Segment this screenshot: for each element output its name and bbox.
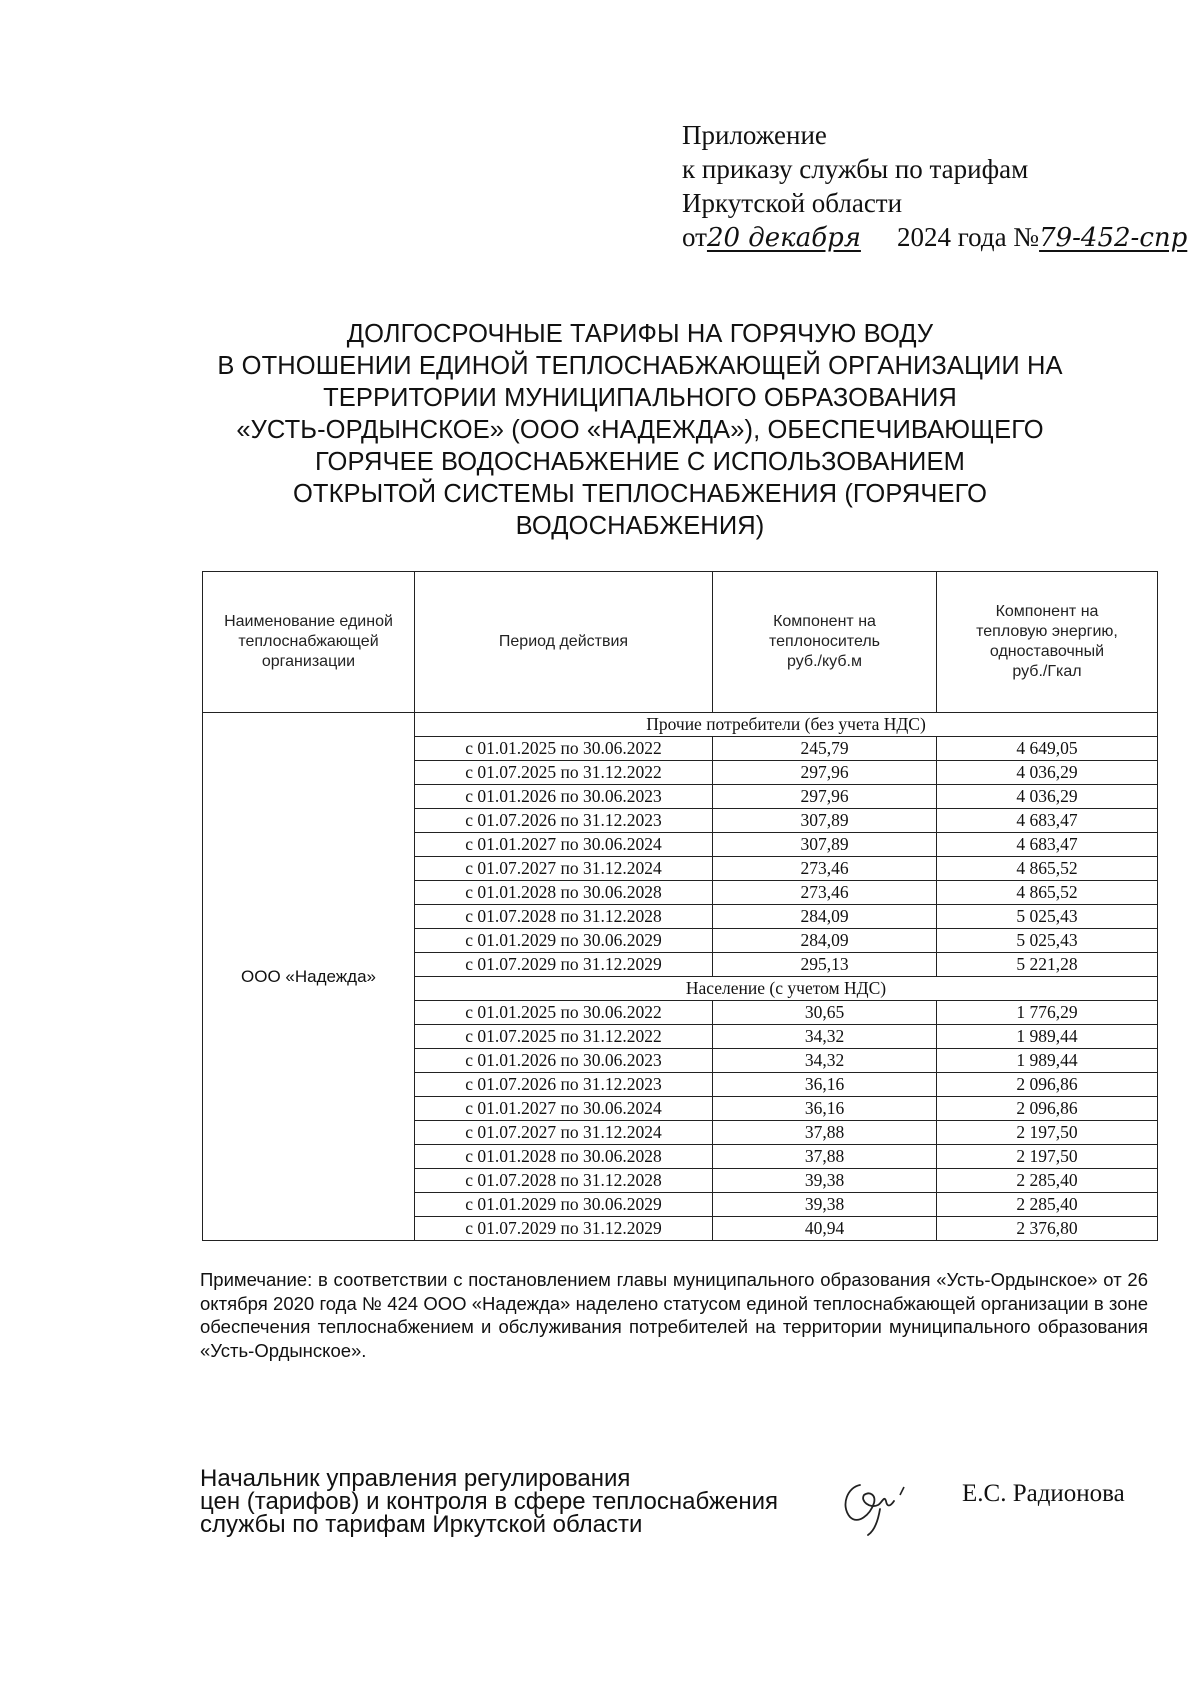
period-cell: с 01.01.2026 по 30.06.2023	[415, 1049, 713, 1073]
energy-cell: 5 025,43	[937, 905, 1158, 929]
energy-cell: 1 989,44	[937, 1049, 1158, 1073]
signer-line: службы по тарифам Иркутской области	[200, 1511, 643, 1538]
period-cell: с 01.01.2027 по 30.06.2024	[415, 1097, 713, 1121]
period-cell: с 01.01.2029 по 30.06.2029	[415, 929, 713, 953]
header-org	[203, 572, 415, 713]
energy-cell: 2 376,80	[937, 1217, 1158, 1241]
energy-cell: 5 025,43	[937, 929, 1158, 953]
carrier-cell: 297,96	[713, 761, 937, 785]
energy-cell: 4 683,47	[937, 833, 1158, 857]
energy-cell: 1 776,29	[937, 1001, 1158, 1025]
carrier-cell: 39,38	[713, 1169, 937, 1193]
title-line: ТЕРРИТОРИИ МУНИЦИПАЛЬНОГО ОБРАЗОВАНИЯ	[323, 384, 957, 412]
title-line: «УСТЬ-ОРДЫНСКОЕ» (ООО «НАДЕЖДА»), ОБЕСПЕЧИВАЮЩЕГО	[236, 416, 1044, 444]
period-cell: с 01.01.2025 по 30.06.2022	[415, 1001, 713, 1025]
period-cell: с 01.07.2029 по 31.12.2029	[415, 953, 713, 977]
period-cell: с 01.07.2026 по 31.12.2023	[415, 809, 713, 833]
header-period-line: Период действия	[498, 633, 629, 650]
carrier-cell: 297,96	[713, 785, 937, 809]
energy-cell: 2 197,50	[937, 1121, 1158, 1145]
period-cell: с 01.01.2026 по 30.06.2023	[415, 785, 713, 809]
energy-cell: 4 683,47	[937, 809, 1158, 833]
org-name-cell: ООО «Надежда»	[203, 713, 415, 1241]
carrier-cell: 273,46	[713, 881, 937, 905]
header-org-line: теплоснабжающей	[238, 633, 379, 650]
energy-cell: 1 989,44	[937, 1025, 1158, 1049]
header-org-line: Наименование единой	[224, 613, 393, 630]
carrier-cell: 37,88	[713, 1145, 937, 1169]
table-header-row	[203, 572, 1158, 713]
header-energy-line: одноставочный	[989, 643, 1105, 660]
signer-line: Начальник управления регулирования	[200, 1465, 631, 1492]
title-line: В ОТНОШЕНИИ ЕДИНОЙ ТЕПЛОСНАБЖАЮЩЕЙ ОРГАНИЗАЦИИ НА	[217, 352, 1063, 380]
energy-cell: 4 036,29	[937, 761, 1158, 785]
carrier-cell: 307,89	[713, 809, 937, 833]
group-label: Прочие потребители (без учета НДС)	[415, 713, 1158, 737]
period-cell: с 01.07.2027 по 31.12.2024	[415, 1121, 713, 1145]
header-energy-line: тепловую энергию,	[976, 623, 1118, 640]
period-cell: с 01.07.2027 по 31.12.2024	[415, 857, 713, 881]
document-title	[190, 318, 1090, 542]
header-org-line: организации	[261, 653, 356, 670]
title-line: ВОДОСНАБЖЕНИЯ)	[515, 512, 765, 540]
energy-cell: 4 865,52	[937, 881, 1158, 905]
year-text: 2024 года №	[896, 222, 1040, 252]
carrier-cell: 30,65	[713, 1001, 937, 1025]
appendix-line: к приказу службы по тарифам	[682, 154, 1029, 184]
period-cell: с 01.01.2025 по 30.06.2022	[415, 737, 713, 761]
carrier-cell: 36,16	[713, 1097, 937, 1121]
tariff-table	[202, 571, 1158, 1241]
footnote: Примечание: в соответствии с постановлением главы муниципального образования «Усть-Ордынское» от 26 октября 2020 года № 424 ООО «Надежда» наделено статусом единой теплоснабжающей организации в зоне обеспечения теплоснабжением и обслуживания потребителей на территории муниципального образования «Усть-Ордынское».	[200, 1269, 1148, 1361]
header-carrier-line: теплоноситель	[769, 633, 880, 650]
header-carrier	[713, 572, 937, 713]
period-cell: с 01.01.2027 по 30.06.2024	[415, 833, 713, 857]
energy-cell: 2 285,40	[937, 1169, 1158, 1193]
from-prefix: от	[682, 222, 707, 252]
handwritten-number: 79-452-спр	[1039, 223, 1188, 253]
energy-cell: 2 096,86	[937, 1097, 1158, 1121]
signature-mark	[830, 1465, 920, 1540]
appendix-line: Иркутской области	[682, 188, 903, 218]
signer-position	[200, 1467, 778, 1536]
period-cell: с 01.01.2028 по 30.06.2028	[415, 881, 713, 905]
appendix-order-line	[682, 220, 1189, 255]
title-line: ДОЛГОСРОЧНЫЕ ТАРИФЫ НА ГОРЯЧУЮ ВОДУ	[346, 320, 934, 348]
handwritten-date: 20 декабря	[706, 223, 861, 253]
appendix-block	[682, 118, 1189, 255]
header-energy-line: Компонент на	[995, 603, 1099, 620]
carrier-cell: 295,13	[713, 953, 937, 977]
carrier-cell: 37,88	[713, 1121, 937, 1145]
carrier-cell: 34,32	[713, 1049, 937, 1073]
period-cell: с 01.01.2028 по 30.06.2028	[415, 1145, 713, 1169]
header-carrier-line: руб./куб.м	[787, 653, 862, 670]
title-line: ОТКРЫТОЙ СИСТЕМЫ ТЕПЛОСНАБЖЕНИЯ (ГОРЯЧЕГО	[292, 480, 988, 508]
signer-name: Е.С. Радионова	[962, 1480, 1125, 1507]
appendix-line: Приложение	[682, 120, 827, 150]
carrier-cell: 36,16	[713, 1073, 937, 1097]
carrier-cell: 284,09	[713, 905, 937, 929]
group-row	[203, 713, 1158, 737]
energy-cell: 2 096,86	[937, 1073, 1158, 1097]
carrier-cell: 284,09	[713, 929, 937, 953]
energy-cell: 2 285,40	[937, 1193, 1158, 1217]
carrier-cell: 34,32	[713, 1025, 937, 1049]
period-cell: с 01.07.2028 по 31.12.2028	[415, 905, 713, 929]
energy-cell: 4 865,52	[937, 857, 1158, 881]
period-cell: с 01.07.2028 по 31.12.2028	[415, 1169, 713, 1193]
energy-cell: 5 221,28	[937, 953, 1158, 977]
carrier-cell: 40,94	[713, 1217, 937, 1241]
carrier-cell: 273,46	[713, 857, 937, 881]
period-cell: с 01.01.2029 по 30.06.2029	[415, 1193, 713, 1217]
carrier-cell: 245,79	[713, 737, 937, 761]
period-cell: с 01.07.2029 по 31.12.2029	[415, 1217, 713, 1241]
group-label: Население (с учетом НДС)	[415, 977, 1158, 1001]
period-cell: с 01.07.2026 по 31.12.2023	[415, 1073, 713, 1097]
signer-line: цен (тарифов) и контроля в сфере теплоснабжения	[200, 1488, 779, 1515]
header-energy	[937, 572, 1158, 713]
energy-cell: 4 036,29	[937, 785, 1158, 809]
carrier-cell: 39,38	[713, 1193, 937, 1217]
period-cell: с 01.07.2025 по 31.12.2022	[415, 761, 713, 785]
header-period	[415, 572, 713, 713]
energy-cell: 2 197,50	[937, 1145, 1158, 1169]
title-line: ГОРЯЧЕЕ ВОДОСНАБЖЕНИЕ С ИСПОЛЬЗОВАНИЕМ	[315, 448, 965, 476]
header-energy-line: руб./Гкал	[1012, 663, 1082, 680]
period-cell: с 01.07.2025 по 31.12.2022	[415, 1025, 713, 1049]
header-carrier-line: Компонент на	[773, 613, 876, 630]
carrier-cell: 307,89	[713, 833, 937, 857]
energy-cell: 4 649,05	[937, 737, 1158, 761]
